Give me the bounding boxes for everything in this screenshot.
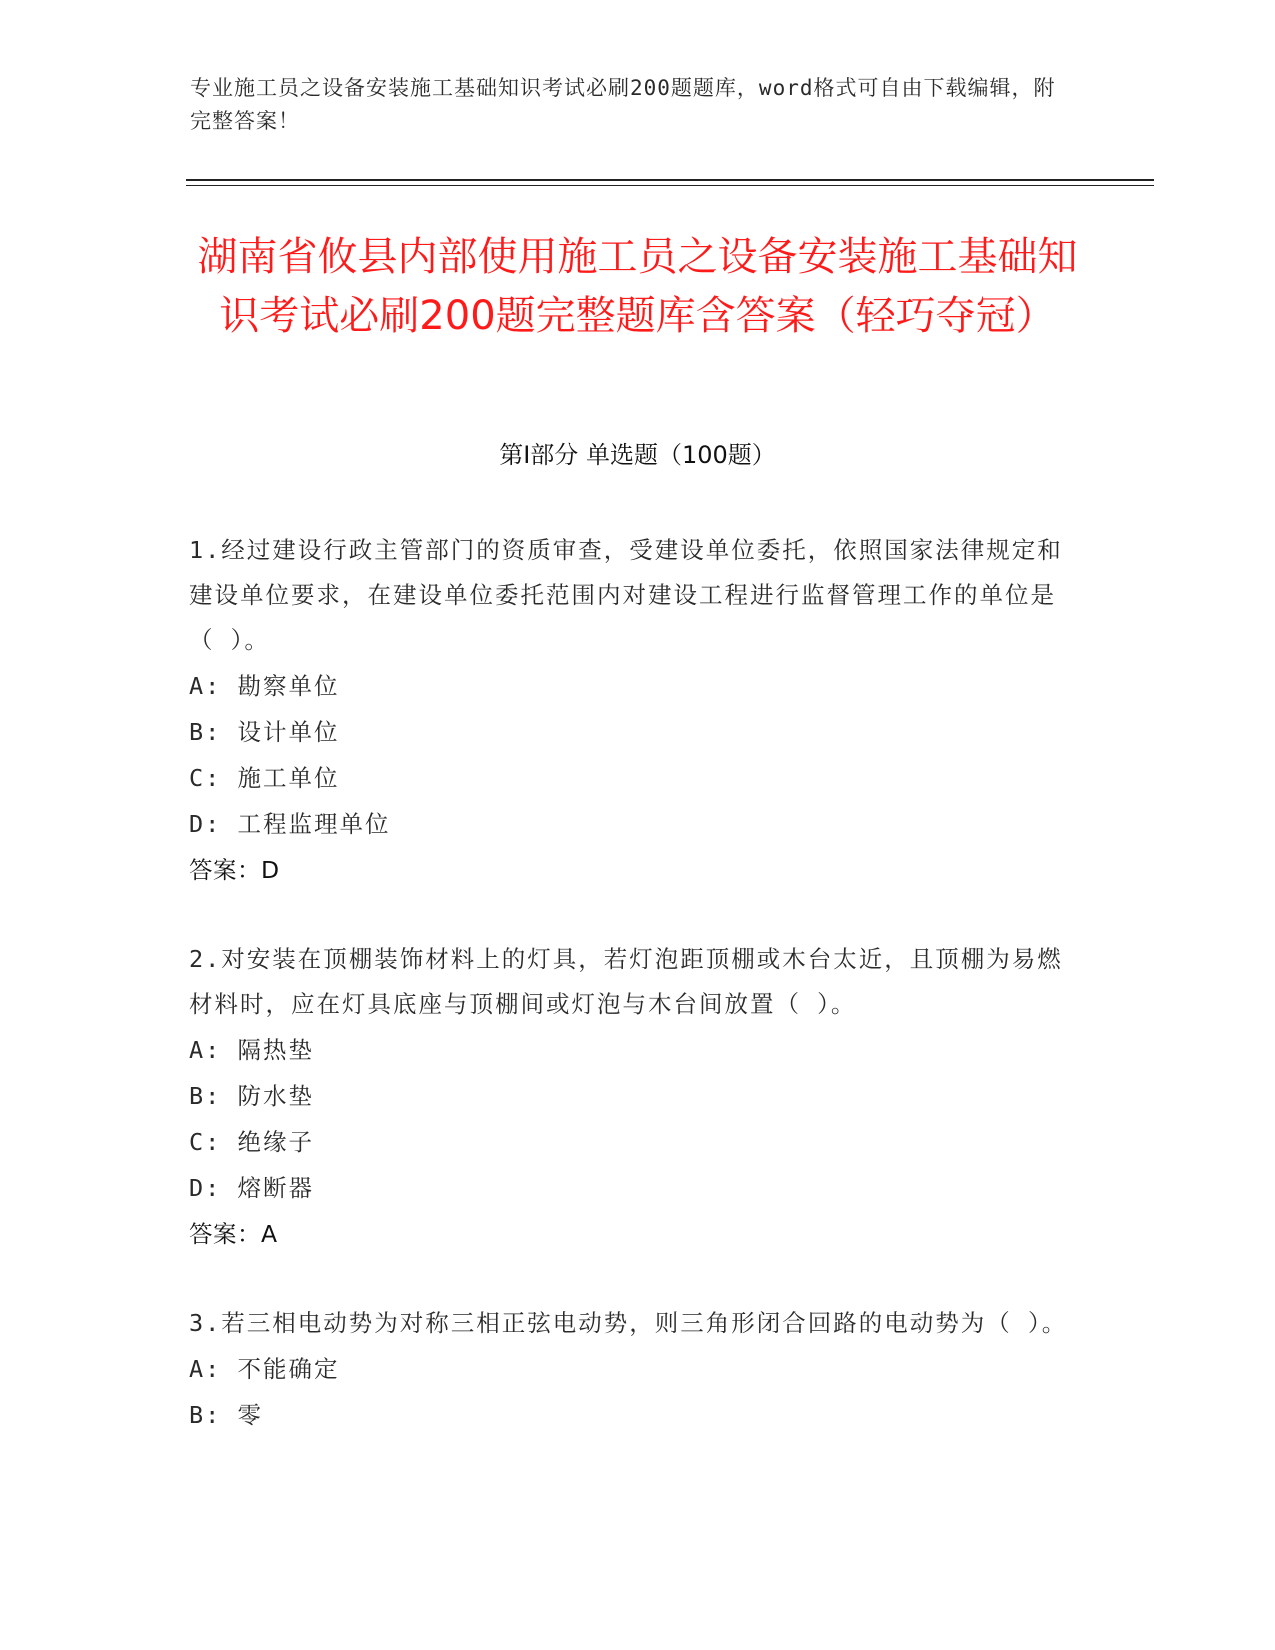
question-3 (189, 1301, 1069, 1438)
answer-line: 答案：A (189, 1220, 278, 1248)
option-c: C: 施工单位 (189, 764, 340, 792)
document-title: 湖南省攸县内部使用施工员之设备安装施工基础知识考试必刷200题完整题库含答案（轻巧夺冠） (197, 234, 1078, 339)
question-list (189, 528, 1069, 1482)
option-c: C: 绝缘子 (189, 1128, 314, 1156)
option-d: D: 熔断器 (189, 1174, 314, 1202)
option-b: B: 设计单位 (189, 718, 340, 746)
question-text: 1.经过建设行政主管部门的资质审查，受建设单位委托，依照国家法律规定和建设单位要求，在建设单位委托范围内对建设工程进行监督管理工作的单位是（ ）。 (189, 536, 1063, 654)
question-1 (189, 528, 1069, 893)
option-d: D: 工程监理单位 (189, 810, 391, 838)
question-2 (189, 937, 1069, 1257)
answer-line: 答案：D (189, 856, 280, 884)
option-a: A: 隔热垫 (189, 1036, 314, 1064)
option-b: B: 防水垫 (189, 1082, 314, 1110)
header-divider-thin (186, 185, 1154, 186)
option-a: A: 勘察单位 (189, 672, 340, 700)
section-heading: 第Ⅰ部分 单选题（100题） (499, 441, 776, 469)
question-text: 2.对安装在顶棚装饰材料上的灯具，若灯泡距顶棚或木台太近，且顶棚为易燃材料时，应在灯具底座与顶棚间或灯泡与木台间放置（ ）。 (189, 945, 1063, 1018)
option-a: A: 不能确定 (189, 1355, 340, 1383)
option-b: B: 零 (189, 1401, 263, 1429)
question-text: 3.若三相电动势为对称三相正弦电动势，则三角形闭合回路的电动势为（ ）。 (189, 1309, 1068, 1337)
header-divider (186, 179, 1154, 181)
header-note: 专业施工员之设备安装施工基础知识考试必刷200题题库，word格式可自由下载编辑，附完整答案！ (190, 76, 1056, 133)
